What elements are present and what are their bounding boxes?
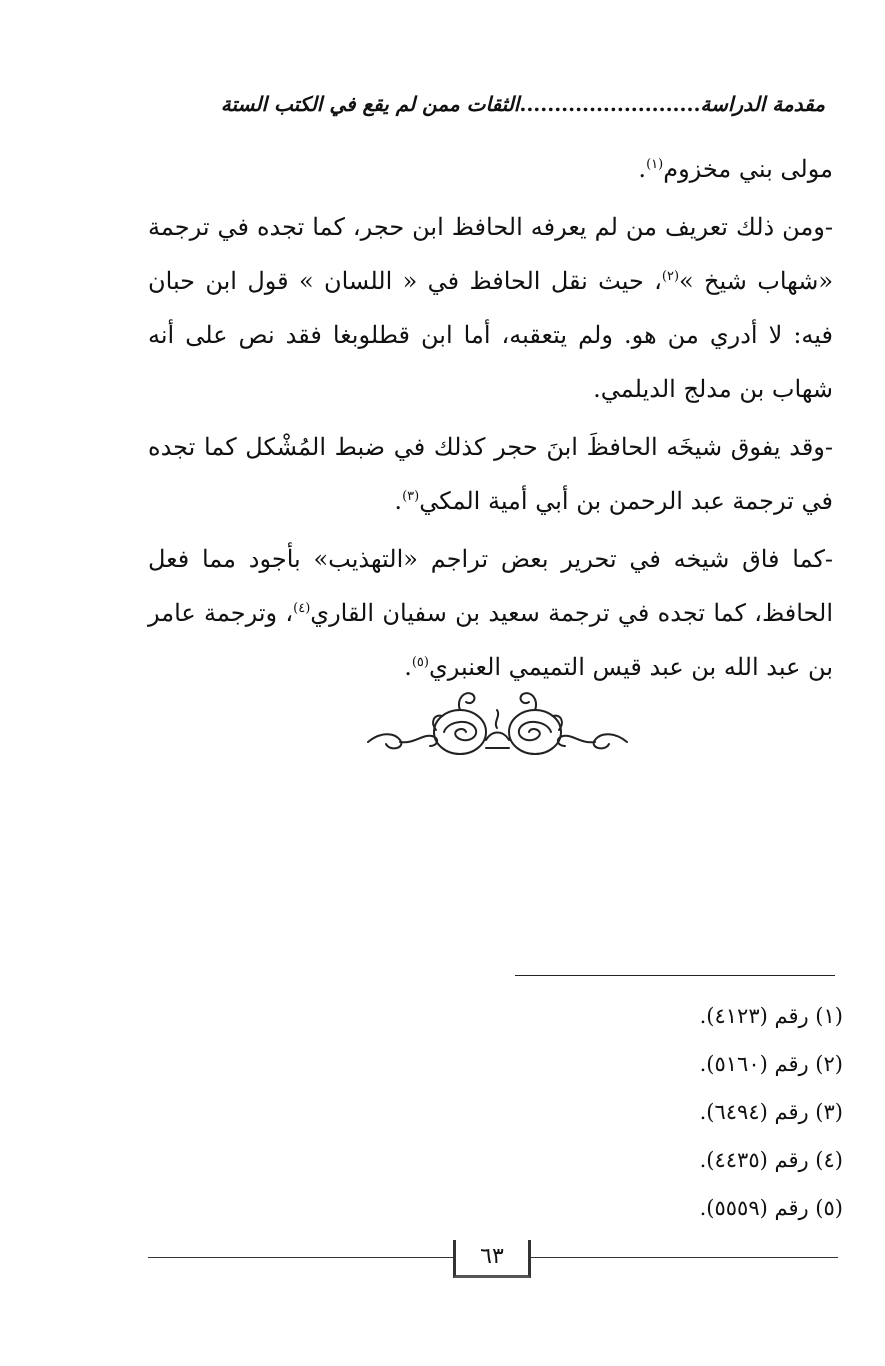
paragraph: -ومن ذلك تعريف من لم يعرفه الحافظ ابن حجر، كما تجده في ترجمة «شهاب شيخ »$^{(٢)}$، حيث نقل الحافظ في « اللسان » قول ابن حبان فيه: لا أدري من هو. ولم يتعقبه، أما ابن قطلوبغا فقد نص على أنه شهاب بن مدلج الديلمي.	[148, 213, 833, 403]
running-header	[170, 86, 825, 122]
footnote-marker[interactable]: (٥)	[411, 655, 429, 670]
header-title: الثقات ممن لم يقع في الكتب الستة	[220, 92, 520, 116]
paragraph: -كما فاق شيخه في تحرير بعض تراجم «التهذيب» بأجود مما فعل الحافظ، كما تجده في ترجمة سعيد بن سفيان القاري$^{(٤)}$، وترجمة عامر بن عبد الله بن عبد قيس التميمي العنبري$^{(٥)}$.	[148, 545, 833, 681]
footnote-marker[interactable]: (٤)	[293, 601, 311, 616]
ornament-divider-icon	[360, 682, 635, 762]
page-number: ٦٣	[453, 1240, 531, 1278]
header-section: مقدمة الدراسة	[700, 92, 825, 116]
footnote-marker[interactable]: (٢)	[661, 269, 680, 284]
body-text	[148, 142, 833, 698]
paragraph: -وقد يفوق شيخَه الحافظَ ابنَ حجر كذلك في ضبط المُشْكل كما تجده في ترجمة عبد الرحمن بن أبي أمية المكي$^{(٣)}$.	[148, 433, 833, 515]
footnotes	[443, 992, 843, 1232]
footnote: (٢) رقم (٥١٦٠).	[699, 1052, 843, 1076]
footnote: (١) رقم (٤١٢٣).	[699, 1004, 843, 1028]
footnote-marker[interactable]: (١)	[646, 157, 664, 172]
header-dots: ..........................	[519, 92, 701, 116]
footnote: (٣) رقم (٦٤٩٤).	[699, 1100, 843, 1124]
footnote: (٤) رقم (٤٤٣٥).	[699, 1148, 843, 1172]
footnote: (٥) رقم (٥٥٥٩).	[699, 1196, 843, 1220]
footnote-separator	[515, 975, 835, 976]
paragraph: مولى بني مخزوم$^{(١)}$.	[638, 155, 833, 183]
footnote-marker[interactable]: (٣)	[402, 489, 420, 504]
